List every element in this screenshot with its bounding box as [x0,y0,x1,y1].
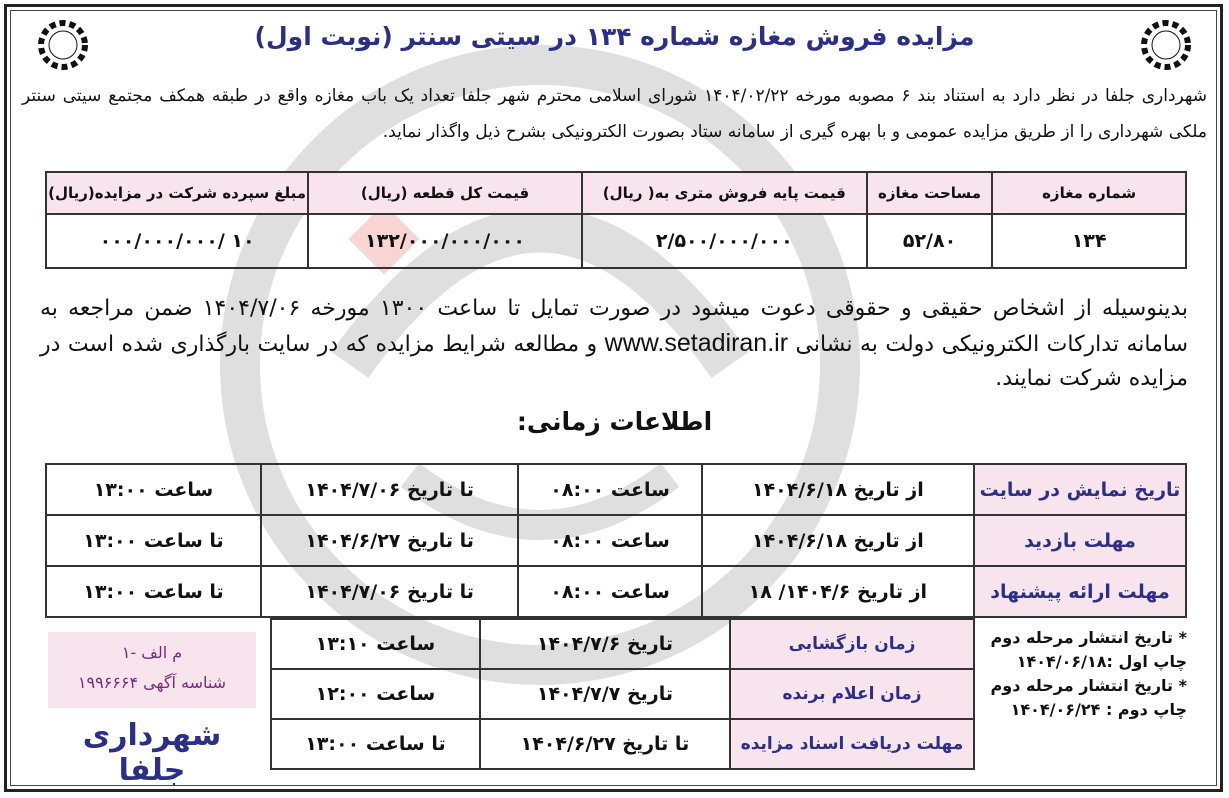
ad-id-box [48,632,256,708]
shop-table-header-row [46,172,1186,214]
timing-from-time: ساعت ۰۸:۰۰ [518,515,701,566]
publication-line: چاپ اول :۱۴۰۴/۰۶/۱۸ [1016,652,1187,671]
event-label: زمان بازگشایی [730,619,974,669]
ad-identifier: شناسه آگهی ۱۹۹۶۶۶۴ [77,673,227,692]
publication-line: * تاریخ انتشار مرحله دوم [990,676,1187,695]
timing-label: تاریخ نمایش در سایت [974,464,1186,515]
cell-total-price [308,214,582,268]
event-time: ساعت ۱۳:۱۰ [271,619,480,669]
timing-row [46,566,1186,617]
timing-heading: اطلاعات زمانی: [516,407,713,436]
cell-shop-number: ۱۳۴ [992,214,1186,268]
shop-table-row [46,214,1186,268]
event-row [271,719,974,769]
timing-from-date: از تاریخ ۱۴۰۴/۶/ ۱۸ [702,566,974,617]
event-label: زمان اعلام برنده [730,669,974,719]
invitation-paragraph [40,292,1188,396]
publication-line: * تاریخ انتشار مرحله دوم [990,628,1187,647]
header-deposit: مبلغ سپرده شرکت در مزایده(ریال) [46,172,308,214]
timing-to-date: تا تاریخ ۱۴۰۴/۷/۰۶ [261,566,518,617]
cell-shop-area: ۵۲/۸۰ [867,214,992,268]
timing-from-date: از تاریخ ۱۴۰۴/۶/۱۸ [702,515,974,566]
municipality-signature: شهرداری جلفا [82,718,222,788]
timing-to-time: تا ساعت ۱۳:۰۰ [46,515,261,566]
cell-base-price: ۲/۵۰۰/۰۰۰/۰۰۰ [582,214,867,268]
event-label: مهلت دریافت اسناد مزایده [730,719,974,769]
timing-row [46,515,1186,566]
timing-to-date: تا تاریخ ۱۴۰۴/۶/۲۷ [261,515,518,566]
timing-to-time: ساعت ۱۳:۰۰ [46,464,261,515]
intro-paragraph: شهرداری جلفا در نظر دارد به استناد بند ۶ مصوبه مورخه ۱۴۰۴/۰۲/۲۲ شورای اسلامی محترم شهر جلفا تعداد یک باب مغازه واقع در طبقه همکف مجتمع سیتی سنتر ملکی شهرداری را از طریق مزایده عمومی و با بهره گیری از سامانه ستاد بصورت الکترونیکی بشرح ذیل واگذار نماید. [22,86,1207,142]
event-table [270,618,975,770]
invitation-text-before: بدینوسیله از اشخاص حقیقی و حقوقی دعوت میشود در صورت تمایل تا ساعت ۱۳۰۰ مورخه ۱۴۰۴/۷/۰۶ ضمن مراجعه به سامانه تدارکات الکترونیکی دولت به نشانی [40,296,1188,357]
timing-from-date: از تاریخ ۱۴۰۴/۶/۱۸ [702,464,974,515]
header-shop-area: مساحت مغازه [867,172,992,214]
setad-url-link[interactable]: www.setadiran.ir [604,329,789,357]
publication-dates [987,626,1187,722]
event-date: تاریخ ۱۴۰۴/۷/۷ [480,669,730,719]
event-time: ساعت ۱۲:۰۰ [271,669,480,719]
event-date: تا تاریخ ۱۴۰۴/۶/۲۷ [480,719,730,769]
timing-to-date: تا تاریخ ۱۴۰۴/۷/۰۶ [261,464,518,515]
timing-to-time: تا ساعت ۱۳:۰۰ [46,566,261,617]
event-date: تاریخ ۱۴۰۴/۷/۶ [480,619,730,669]
event-time: تا ساعت ۱۳:۰۰ [271,719,480,769]
page-title: مزایده فروش مغازه شماره ۱۳۴ در سیتی سنتر (نوبت اول) [254,22,975,51]
invitation-text-after: و مطالعه شرایط مزایده که در سایت بارگذاری شده است در مزایده شرکت نمایند. [40,332,1188,391]
shop-table [45,171,1187,269]
header-shop-number: شماره مغازه [992,172,1186,214]
cell-deposit: ۱۰ /۰۰۰/۰۰۰/۰۰۰ [46,214,308,268]
header-total-price: قیمت کل قطعه (ریال) [308,172,582,214]
event-row [271,669,974,719]
timing-label: مهلت بازدید [974,515,1186,566]
timing-label: مهلت ارائه پیشنهاد [974,566,1186,617]
total-price-value: ۱۳۲/۰۰۰/۰۰۰/۰۰۰ [365,230,525,252]
ad-code: م الف -۱ [121,643,183,662]
timing-from-time: ساعت ۰۸:۰۰ [518,464,701,515]
timing-from-time: ساعت ۰۸:۰۰ [518,566,701,617]
timing-row [46,464,1186,515]
event-row [271,619,974,669]
timing-table [45,463,1187,618]
publication-line: چاپ دوم : ۱۴۰۴/۰۶/۲۴ [1010,700,1187,719]
header-base-price: قیمت پایه فروش متری به( ریال) [582,172,867,214]
